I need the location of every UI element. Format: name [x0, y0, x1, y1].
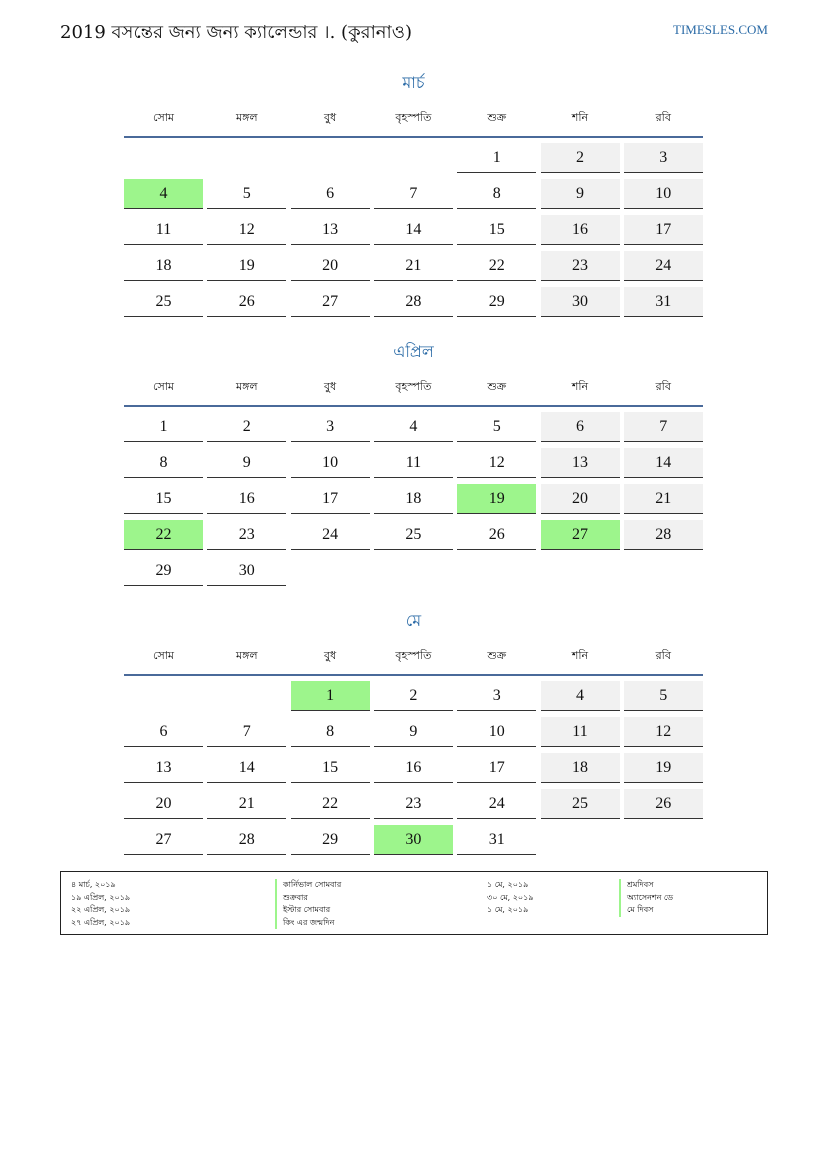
day-cell[interactable]: 15 [291, 753, 370, 783]
day-cell[interactable]: 14 [374, 215, 453, 245]
weekday-label: সোম [152, 649, 175, 662]
day-cell[interactable]: 16 [374, 753, 453, 783]
holiday-name: শ্রমদিবস [619, 879, 673, 892]
day-cell[interactable]: 3 [291, 412, 370, 442]
weekday-label: বুধ [323, 380, 337, 393]
day-cell[interactable]: 19 [207, 251, 286, 281]
day-cell[interactable]: 18 [124, 251, 203, 281]
day-cell[interactable]: 21 [624, 484, 703, 514]
holiday-date: ১ মে, ২০১৯ [487, 905, 529, 914]
holiday-date: ৩০ মে, ২০১৯ [487, 892, 534, 902]
day-cell[interactable]: 15 [457, 215, 536, 245]
holiday-date: ৪ মার্চ, ২০১৯ [71, 880, 116, 889]
page-header [60, 18, 768, 46]
holiday-name: অ্যাসেনশন ডে [619, 892, 673, 905]
day-cell[interactable]: 29 [124, 556, 203, 586]
day-cell[interactable]: 12 [624, 717, 703, 747]
day-cell[interactable]: 21 [207, 789, 286, 819]
day-cell[interactable]: 14 [207, 753, 286, 783]
weekday-label: শনি [571, 111, 589, 124]
day-cell[interactable]: 30 [207, 556, 286, 586]
day-cell[interactable]: 3 [457, 681, 536, 711]
day-cell[interactable]: 10 [624, 179, 703, 209]
weekday-label: সোম [152, 380, 175, 393]
day-cell[interactable]: 30 [374, 825, 453, 855]
day-cell[interactable]: 23 [374, 789, 453, 819]
day-cell[interactable]: 15 [124, 484, 203, 514]
weekday-label: বৃহস্পতি [395, 380, 432, 393]
weekday-label: বুধ [323, 111, 337, 124]
weekday-label: মঙ্গল [235, 111, 258, 124]
day-cell[interactable]: 13 [291, 215, 370, 245]
day-cell[interactable]: 8 [291, 717, 370, 747]
day-cell[interactable]: 26 [624, 789, 703, 819]
day-cell[interactable]: 7 [207, 717, 286, 747]
day-cell[interactable]: 30 [541, 287, 620, 317]
day-cell[interactable]: 11 [374, 448, 453, 478]
day-cell[interactable]: 31 [457, 825, 536, 855]
weekday-label: শুক্র [487, 649, 507, 662]
day-cell[interactable]: 20 [541, 484, 620, 514]
day-cell[interactable]: 11 [124, 215, 203, 245]
day-cell[interactable]: 27 [124, 825, 203, 855]
day-cell[interactable]: 8 [124, 448, 203, 478]
day-cell[interactable]: 24 [291, 520, 370, 550]
header-rule [124, 674, 703, 676]
day-cell[interactable]: 28 [624, 520, 703, 550]
day-cell[interactable]: 21 [374, 251, 453, 281]
day-cell[interactable]: 3 [624, 143, 703, 173]
day-cell[interactable]: 5 [624, 681, 703, 711]
day-cell[interactable]: 14 [624, 448, 703, 478]
day-cell[interactable]: 23 [541, 251, 620, 281]
holiday-date: ১৯ এপ্রিল, ২০১৯ [71, 892, 131, 902]
page-title: 2019 বসন্তের জন্য জন্য ক্যালেন্ডার ।. (কুরানাও) [60, 22, 413, 43]
day-cell[interactable]: 25 [124, 287, 203, 317]
day-cell[interactable]: 29 [457, 287, 536, 317]
weekday-label: রবি [655, 380, 671, 393]
day-cell[interactable]: 12 [457, 448, 536, 478]
day-cell[interactable]: 2 [374, 681, 453, 711]
weekday-label: মঙ্গল [235, 649, 258, 662]
day-cell[interactable]: 24 [624, 251, 703, 281]
day-cell[interactable]: 26 [457, 520, 536, 550]
day-cell[interactable]: 26 [207, 287, 286, 317]
day-cell[interactable]: 22 [291, 789, 370, 819]
day-cell[interactable]: 2 [541, 143, 620, 173]
day-cell[interactable]: 29 [291, 825, 370, 855]
day-cell[interactable]: 12 [207, 215, 286, 245]
month-name: এপ্রিল [393, 342, 434, 361]
day-cell[interactable]: 8 [457, 179, 536, 209]
day-cell[interactable]: 9 [541, 179, 620, 209]
weekday-label: মঙ্গল [235, 380, 258, 393]
day-cell[interactable]: 10 [291, 448, 370, 478]
month-name: মার্চ [402, 73, 425, 92]
weekday-label: বৃহস্পতি [395, 111, 432, 124]
day-cell[interactable]: 13 [541, 448, 620, 478]
holiday-date: ১ মে, ২০১৯ [487, 880, 529, 889]
day-cell[interactable]: 4 [124, 179, 203, 209]
day-cell[interactable]: 13 [124, 753, 203, 783]
holiday-name: কিং এর জন্মদিন [275, 917, 341, 930]
day-cell[interactable]: 17 [624, 215, 703, 245]
day-cell[interactable]: 22 [457, 251, 536, 281]
day-cell[interactable]: 17 [457, 753, 536, 783]
day-cell[interactable]: 22 [124, 520, 203, 550]
day-cell[interactable]: 28 [374, 287, 453, 317]
weekday-label: শুক্র [487, 111, 507, 124]
day-cell[interactable]: 9 [207, 448, 286, 478]
day-cell[interactable]: 4 [541, 681, 620, 711]
day-cell[interactable]: 23 [207, 520, 286, 550]
holiday-name: কার্নিভাল সোমবার [275, 879, 341, 892]
holiday-date: ২২ এপ্রিল, ২০১৯ [71, 905, 131, 914]
day-cell[interactable]: 31 [624, 287, 703, 317]
holiday-names-left [275, 879, 341, 929]
weekday-label: রবি [655, 649, 671, 662]
header-rule [124, 136, 703, 138]
holiday-date: ২৭ এপ্রিল, ২০১৯ [71, 917, 131, 927]
weekday-label: বুধ [323, 649, 337, 662]
holiday-dates-left [71, 879, 130, 929]
day-cell[interactable]: 1 [457, 143, 536, 173]
day-cell[interactable]: 5 [207, 179, 286, 209]
weekday-label: শনি [571, 649, 589, 662]
day-cell[interactable]: 1 [124, 412, 203, 442]
weekday-label: রবি [655, 111, 671, 124]
day-cell[interactable]: 25 [541, 789, 620, 819]
weekday-label: বৃহস্পতি [395, 649, 432, 662]
holiday-name: শুক্রবার [275, 892, 341, 905]
day-cell[interactable]: 18 [374, 484, 453, 514]
day-cell[interactable]: 27 [541, 520, 620, 550]
day-cell[interactable]: 16 [541, 215, 620, 245]
day-cell[interactable]: 7 [624, 412, 703, 442]
day-cell[interactable]: 18 [541, 753, 620, 783]
day-cell[interactable]: 28 [207, 825, 286, 855]
holiday-name: ইস্টার সোমবার [275, 904, 341, 917]
weekday-label: সোম [152, 111, 175, 124]
day-cell[interactable]: 19 [457, 484, 536, 514]
holiday-name: মে দিবস [619, 904, 673, 917]
day-cell[interactable]: 11 [541, 717, 620, 747]
weekday-label: শনি [571, 380, 589, 393]
day-cell[interactable]: 6 [541, 412, 620, 442]
site-link[interactable]: TIMESLES.COM [673, 22, 768, 37]
day-cell[interactable]: 17 [291, 484, 370, 514]
day-cell[interactable]: 4 [374, 412, 453, 442]
day-cell[interactable]: 9 [374, 717, 453, 747]
holiday-names-right [619, 879, 673, 917]
weekday-label: শুক্র [487, 380, 507, 393]
day-cell[interactable]: 1 [291, 681, 370, 711]
day-cell[interactable]: 25 [374, 520, 453, 550]
day-cell[interactable]: 27 [291, 287, 370, 317]
day-cell[interactable]: 7 [374, 179, 453, 209]
day-cell[interactable]: 6 [291, 179, 370, 209]
header-rule [124, 405, 703, 407]
day-cell[interactable]: 24 [457, 789, 536, 819]
day-cell[interactable]: 20 [291, 251, 370, 281]
day-cell[interactable]: 16 [207, 484, 286, 514]
day-cell[interactable]: 2 [207, 412, 286, 442]
holiday-dates-right [487, 879, 534, 917]
day-cell[interactable]: 19 [624, 753, 703, 783]
day-cell[interactable]: 6 [124, 717, 203, 747]
day-cell[interactable]: 20 [124, 789, 203, 819]
day-cell[interactable]: 10 [457, 717, 536, 747]
day-cell[interactable]: 5 [457, 412, 536, 442]
holiday-list [60, 871, 768, 935]
month-name: মে [405, 611, 422, 630]
